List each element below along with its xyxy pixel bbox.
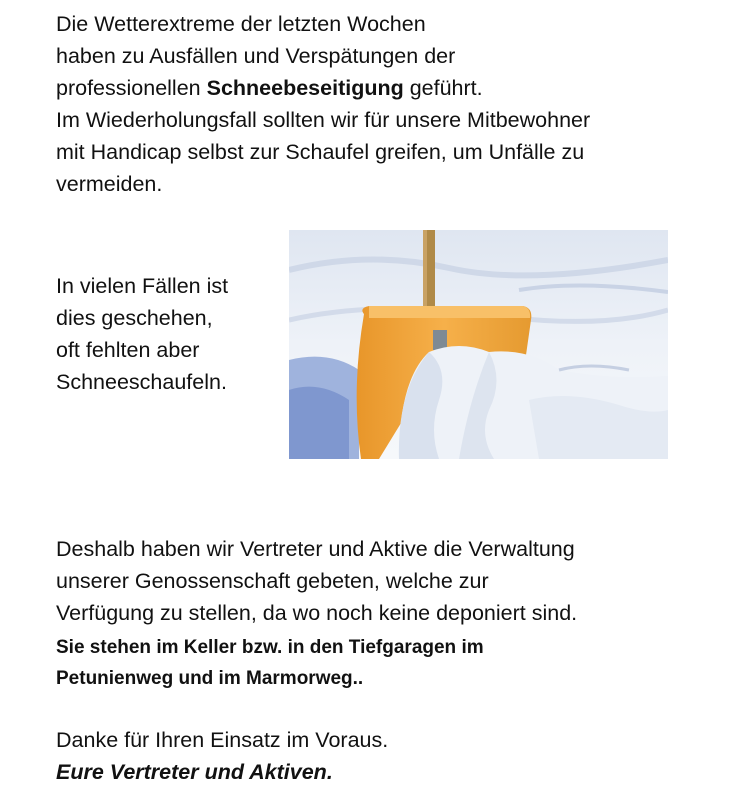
intro-bold-term: Schneebeseitigung (206, 76, 404, 100)
request-line: unserer Genossenschaft gebeten, welche zur (56, 569, 489, 593)
closing-paragraph (56, 724, 716, 788)
side-line: oft fehlten aber (56, 338, 200, 362)
request-paragraph (56, 533, 716, 629)
side-line: In vielen Fällen ist (56, 274, 229, 298)
intro-line: mit Handicap selbst zur Schaufel greifen, um Unfälle zu (56, 140, 585, 164)
request-line: Deshalb haben wir Vertreter und Aktive die Verwaltung (56, 537, 575, 561)
request-line: Verfügung zu stellen, da wo noch keine deponiert sind. (56, 601, 578, 625)
intro-line: Im Wiederholungsfall sollten wir für unsere Mitbewohner (56, 108, 591, 132)
side-line: dies geschehen, (56, 306, 213, 330)
location-line: Sie stehen im Keller bzw. in den Tiefgaragen im (56, 637, 484, 658)
location-paragraph (56, 632, 716, 694)
intro-line: vermeiden. (56, 172, 163, 196)
snow-shovel-photo (289, 230, 668, 459)
side-line: Schneeschaufeln. (56, 370, 227, 394)
location-line: Petunienweg und im Marmorweg.. (56, 668, 364, 689)
intro-line: professionellen (56, 76, 207, 100)
side-paragraph (56, 270, 276, 398)
signature: Eure Vertreter und Aktiven. (56, 760, 333, 784)
intro-line: geführt. (403, 76, 483, 100)
intro-line: Die Wetterextreme der letzten Wochen (56, 12, 426, 36)
thanks-text: Danke für Ihren Einsatz im Voraus. (56, 728, 389, 752)
intro-paragraph (56, 8, 716, 200)
intro-line: haben zu Ausfällen und Verspätungen der (56, 44, 456, 68)
